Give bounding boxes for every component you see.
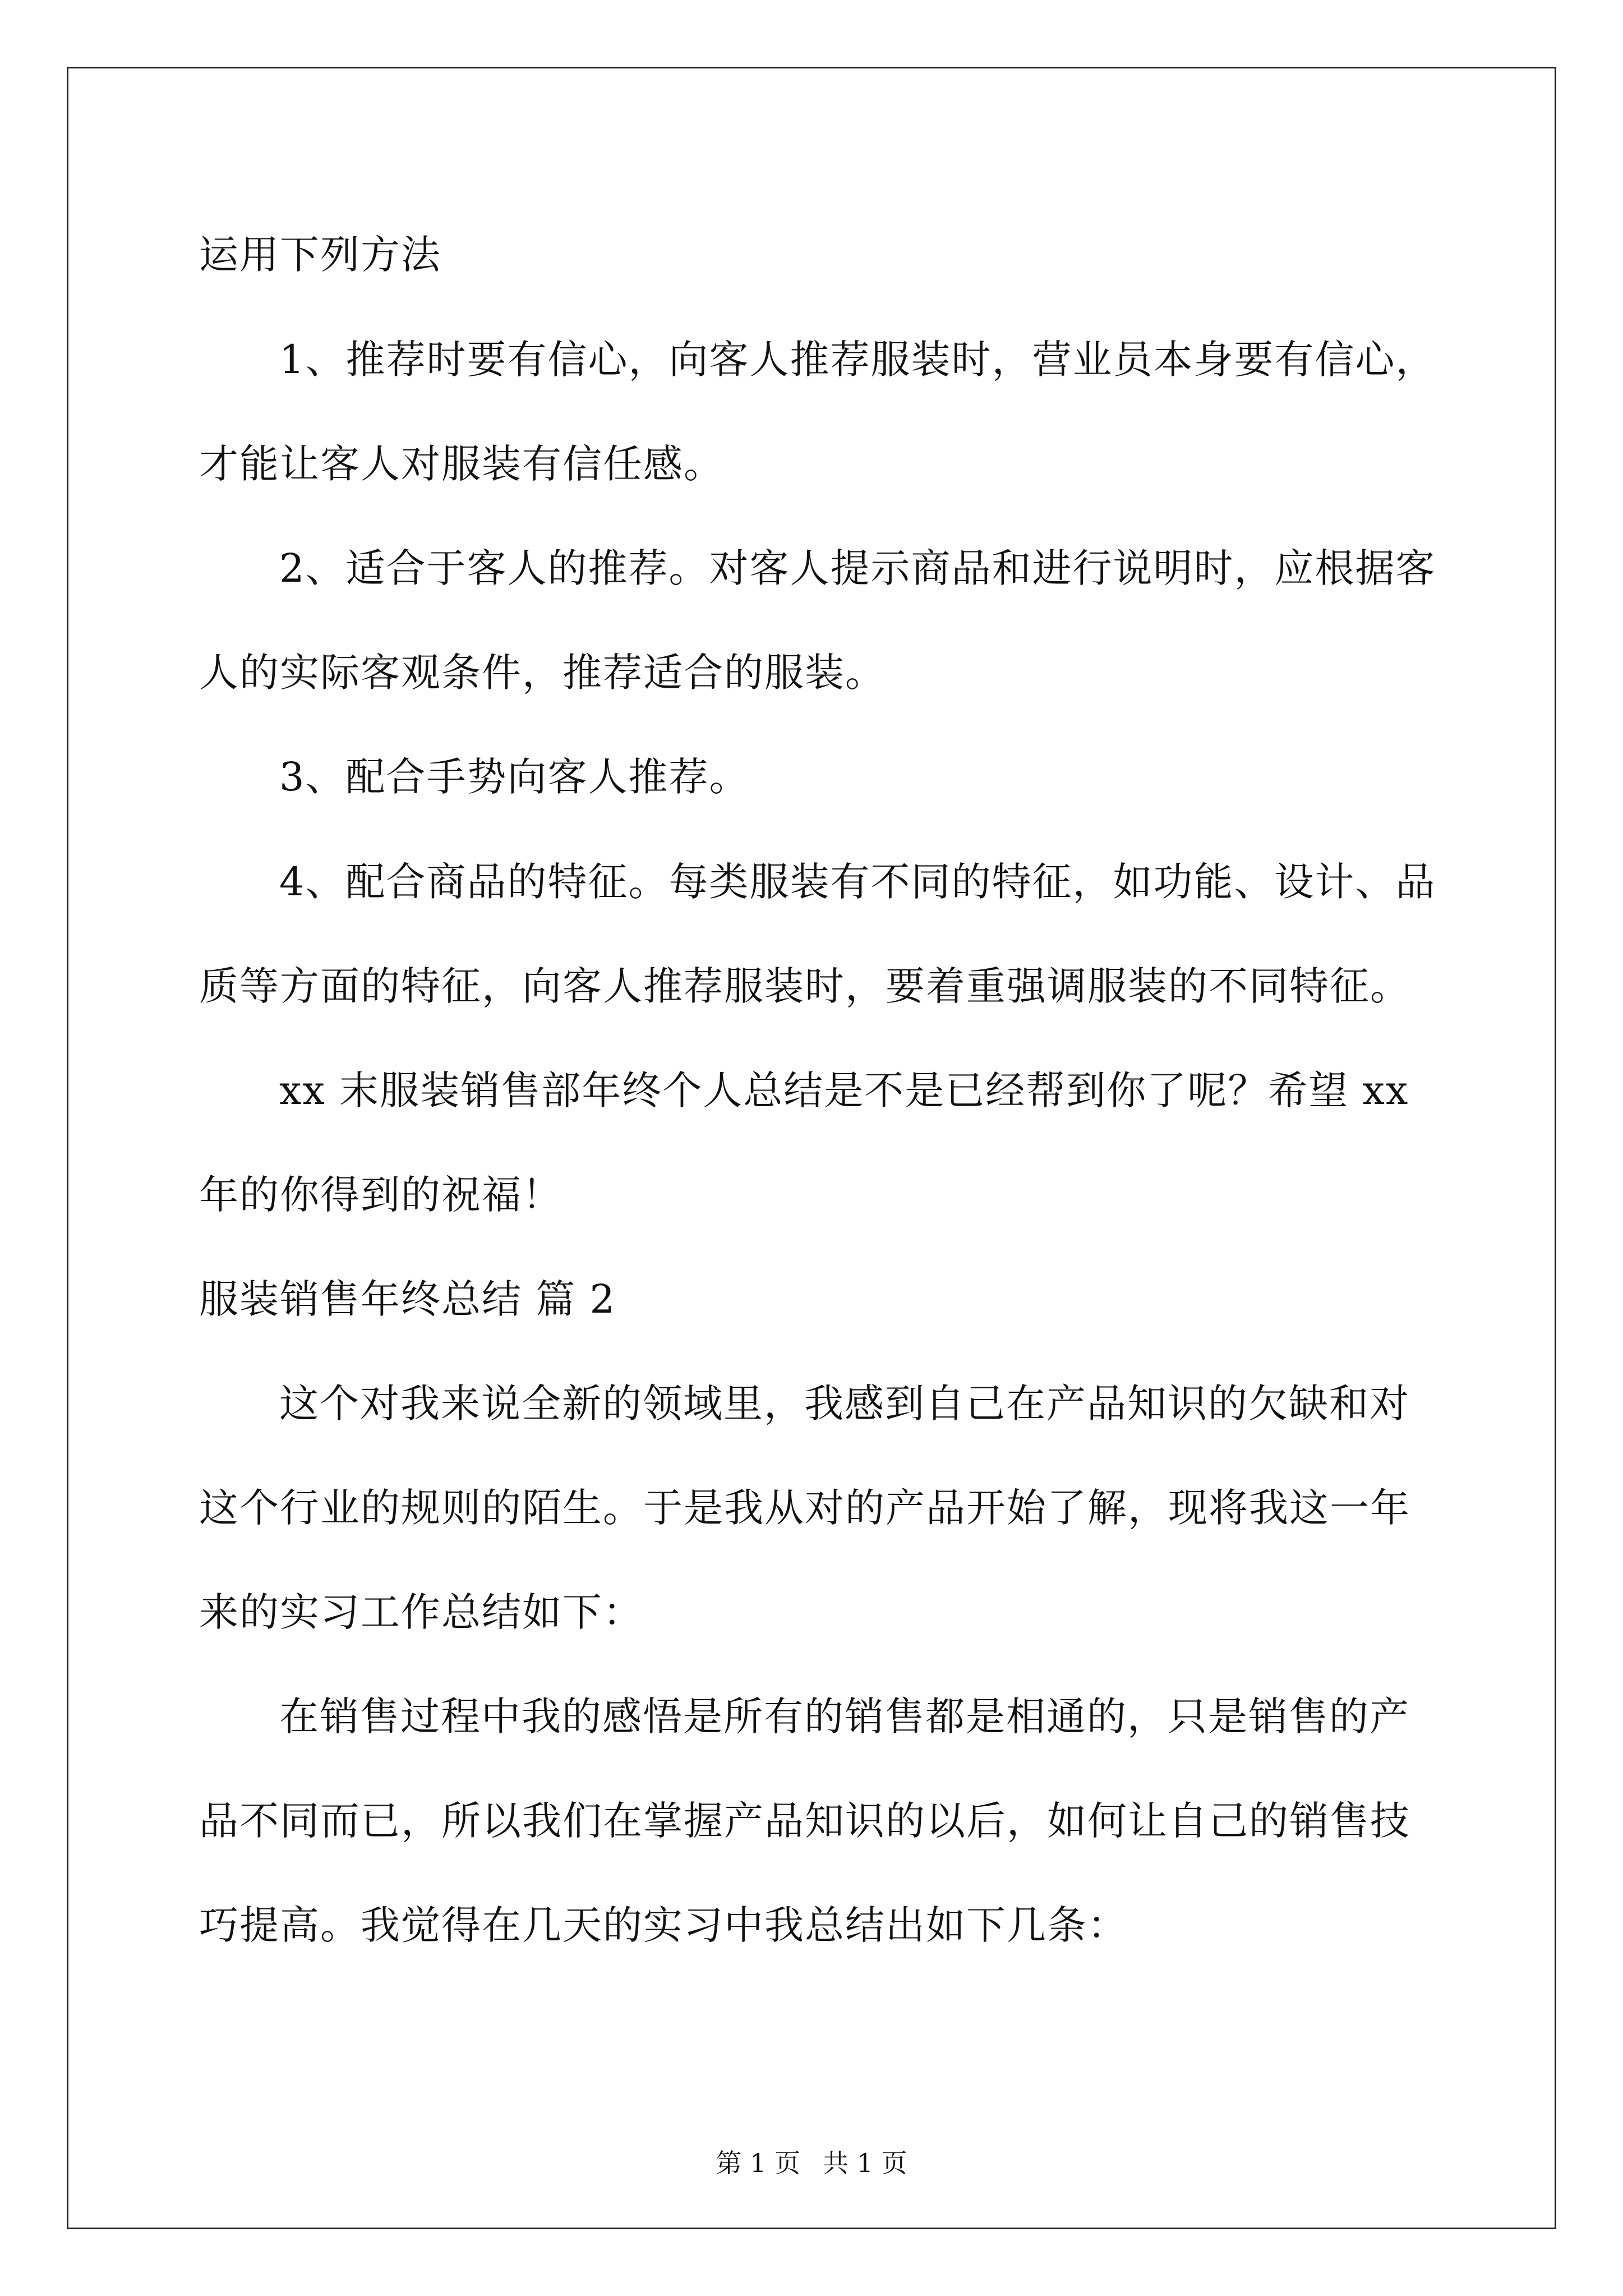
paragraph-line: 来的实习工作总结如下： [199, 1589, 643, 1635]
paragraph-line: 品不同而已，所以我们在掌握产品知识的以后，如何让自己的销售技 [199, 1798, 1410, 1844]
page-number: 第 1 页 [716, 2148, 800, 2178]
paragraph-line: 在销售过程中我的感悟是所有的销售都是相通的，只是销售的产 [279, 1694, 1410, 1740]
page-total: 共 1 页 [823, 2148, 907, 2178]
page-footer [0, 2143, 1623, 2180]
paragraph-line: 1、推荐时要有信心，向客人推荐服装时，营业员本身要有信心， [279, 337, 1436, 383]
paragraph-line: 这个对我来说全新的领域里，我感到自己在产品知识的欠缺和对 [279, 1381, 1410, 1427]
paragraph-line: 人的实际客观条件，推荐适合的服装。 [199, 650, 886, 696]
paragraph-line: 质等方面的特征，向客人推荐服装时，要着重强调服装的不同特征。 [199, 963, 1410, 1009]
paragraph-line: 巧提高。我觉得在几天的实习中我总结出如下几条： [199, 1902, 1128, 1948]
paragraph-line: 年的你得到的祝福！ [199, 1172, 562, 1218]
paragraph-line: xx 末服装销售部年终个人总结是不是已经帮到你了呢？希望 xx [279, 1068, 1409, 1114]
paragraph-line: 才能让客人对服装有信任感。 [199, 441, 724, 487]
paragraph-line: 2、适合于客人的推荐。对客人提示商品和进行说明时，应根据客 [279, 545, 1436, 591]
section-heading: 服装销售年终总结 篇 2 [199, 1276, 616, 1322]
paragraph-line: 这个行业的规则的陌生。于是我从对的产品开始了解，现将我这一年 [199, 1485, 1410, 1531]
paragraph-line: 4、配合商品的特征。每类服装有不同的特征，如功能、设计、品 [279, 859, 1436, 905]
paragraph-line: 3、配合手势向客人推荐。 [279, 754, 750, 800]
section-heading: 运用下列方法 [199, 232, 441, 278]
